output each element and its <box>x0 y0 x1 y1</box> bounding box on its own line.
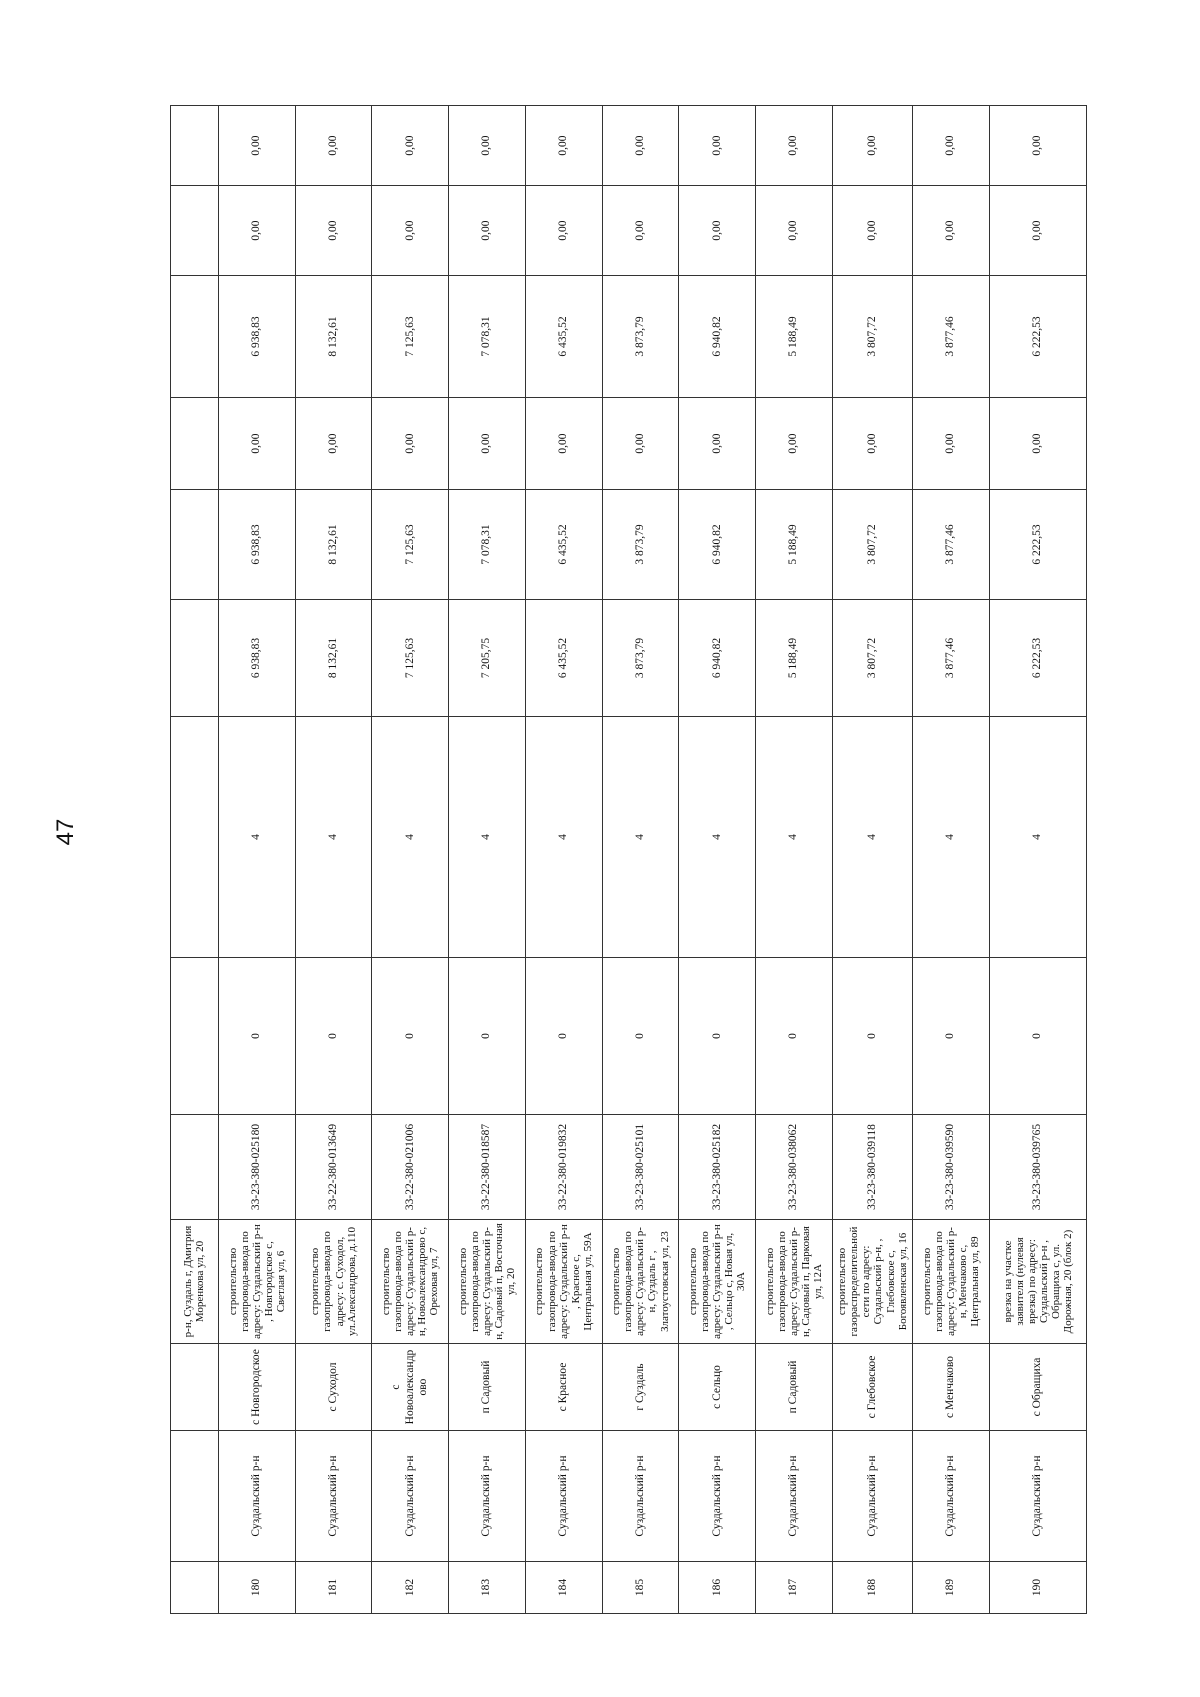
cell-amount-1: 5 188,49 <box>755 600 832 717</box>
cell-zero-value: 0 <box>295 958 372 1115</box>
cell-amount-2: 3 807,72 <box>832 490 913 600</box>
cell-amount-3: 0,00 <box>989 398 1086 490</box>
cell-row-number: 187 <box>755 1562 832 1614</box>
cell-amount-6: 0,00 <box>755 106 832 186</box>
cell-zero-value: 0 <box>449 958 526 1115</box>
cell-amount-4: 3 877,46 <box>913 276 990 398</box>
cell-amount-5: 0,00 <box>755 186 832 276</box>
cell-amount-6: 0,00 <box>913 106 990 186</box>
cell-amount-5: 0,00 <box>913 186 990 276</box>
cell-locality: п Садовый <box>755 1344 832 1431</box>
cell-amount-2: 5 188,49 <box>755 490 832 600</box>
cell-amount-4: 6 435,52 <box>525 276 602 398</box>
cell-cadastral-number: 33-23-380-039590 <box>913 1115 990 1220</box>
cell-four-value: 4 <box>602 717 679 958</box>
cell-amount-2: 6 435,52 <box>525 490 602 600</box>
cell-district: Суздальский р-н <box>755 1431 832 1562</box>
cell-district: Суздальский р-н <box>989 1431 1086 1562</box>
table-row <box>989 106 1086 1614</box>
cell-amount-3: 0,00 <box>295 398 372 490</box>
cell-amount-6: 0,00 <box>218 106 295 186</box>
cell-zero-value: 0 <box>832 958 913 1115</box>
cell-amount-4: 6 938,83 <box>218 276 295 398</box>
cell-row-number: 188 <box>832 1562 913 1614</box>
cell-four-value: 4 <box>449 717 526 958</box>
cell-four-value: 4 <box>989 717 1086 958</box>
table-row <box>755 106 832 1614</box>
cell-cadastral-number: 33-22-380-021006 <box>372 1115 449 1220</box>
cell-amount-1: 7 205,75 <box>449 600 526 717</box>
cell-empty <box>171 186 219 276</box>
cell-amount-5: 0,00 <box>218 186 295 276</box>
cell-amount-2: 8 132,61 <box>295 490 372 600</box>
cell-description: строительство газопровода-ввода по адресу: Суздальский р-н, Менчаково с, Центральная ул, 89 <box>913 1220 990 1344</box>
cell-row-number: 185 <box>602 1562 679 1614</box>
cell-district: Суздальский р-н <box>679 1431 756 1562</box>
cell-amount-4: 6 940,82 <box>679 276 756 398</box>
cell-district: Суздальский р-н <box>832 1431 913 1562</box>
cell-row-number: 186 <box>679 1562 756 1614</box>
cell-amount-6: 0,00 <box>679 106 756 186</box>
cell-amount-1: 6 940,82 <box>679 600 756 717</box>
table-row-continued <box>171 106 219 1614</box>
cell-description: строительство газопровода-ввода по адресу: Суздальский р-н, Садовый п, Восточная ул, 20 <box>449 1220 526 1344</box>
cell-amount-6: 0,00 <box>449 106 526 186</box>
cell-cadastral-number: 33-22-380-019832 <box>525 1115 602 1220</box>
cell-row-number: 180 <box>218 1562 295 1614</box>
cell-amount-2: 3 873,79 <box>602 490 679 600</box>
cell-amount-6: 0,00 <box>525 106 602 186</box>
cell-row-number: 183 <box>449 1562 526 1614</box>
cell-zero-value: 0 <box>218 958 295 1115</box>
cell-description: строительство газопровода-ввода по адресу: Суздальский р-н , Красное с, Центральная ул, 59А <box>525 1220 602 1344</box>
cell-amount-4: 7 125,63 <box>372 276 449 398</box>
cell-district: Суздальский р-н <box>449 1431 526 1562</box>
cell-description: строительство газопровода-ввода по адресу: Суздальский р-н , Новгородское с, Светлая ул, 6 <box>218 1220 295 1344</box>
cell-description: строительство газопровода-ввода по адресу: с. Суходол, ул.Александрова, д.110 <box>295 1220 372 1344</box>
cell-locality: г Суздаль <box>602 1344 679 1431</box>
cell-empty <box>171 717 219 958</box>
cell-zero-value: 0 <box>525 958 602 1115</box>
cell-four-value: 4 <box>755 717 832 958</box>
cell-amount-3: 0,00 <box>602 398 679 490</box>
cell-empty <box>171 490 219 600</box>
cell-amount-3: 0,00 <box>525 398 602 490</box>
cell-amount-4: 3 873,79 <box>602 276 679 398</box>
cell-description: строительство газопровода-ввода по адресу: Суздальский р-н, Садовый п, Парковая ул, 12А <box>755 1220 832 1344</box>
cell-four-value: 4 <box>372 717 449 958</box>
cell-cadastral-number: 33-22-380-013649 <box>295 1115 372 1220</box>
cell-description: строительство газораспределительной сети по адресу: Суздальский р-н, , Глебовское с, Богоявленская ул, 16 <box>832 1220 913 1344</box>
cell-num-empty <box>171 1562 219 1614</box>
cell-amount-2: 7 078,31 <box>449 490 526 600</box>
cell-district: Суздальский р-н <box>218 1431 295 1562</box>
registry-table <box>170 105 1087 1614</box>
cell-empty <box>171 600 219 717</box>
cell-cadastral-number: 33-23-380-039118 <box>832 1115 913 1220</box>
table-row <box>602 106 679 1614</box>
cell-amount-3: 0,00 <box>218 398 295 490</box>
cell-locality: с Обращиха <box>989 1344 1086 1431</box>
cell-amount-2: 3 877,46 <box>913 490 990 600</box>
cell-empty <box>171 958 219 1115</box>
cell-district: Суздальский р-н <box>525 1431 602 1562</box>
cell-locality: с Суходол <box>295 1344 372 1431</box>
cell-zero-value: 0 <box>679 958 756 1115</box>
cell-zero-value: 0 <box>989 958 1086 1115</box>
cell-amount-4: 3 807,72 <box>832 276 913 398</box>
cell-empty <box>171 106 219 186</box>
cell-description: строительство газопровода-ввода по адресу: Суздальский р-н, Новоалександрово с, Ореховая ул, 7 <box>372 1220 449 1344</box>
cell-amount-2: 7 125,63 <box>372 490 449 600</box>
table-row <box>913 106 990 1614</box>
cell-amount-5: 0,00 <box>525 186 602 276</box>
cell-zero-value: 0 <box>913 958 990 1115</box>
table-row <box>832 106 913 1614</box>
cell-empty <box>171 1115 219 1220</box>
cell-locality: с Красное <box>525 1344 602 1431</box>
cell-cadastral-number: 33-23-380-025101 <box>602 1115 679 1220</box>
cell-description: врезка на участке заявителя (нулевая врезка) по адресу: Суздальский р-н , Обращиха с, ул. Дорожная, 20 (блок 2) <box>989 1220 1086 1344</box>
cell-amount-2: 6 222,53 <box>989 490 1086 600</box>
cell-amount-1: 6 435,52 <box>525 600 602 717</box>
cell-amount-1: 7 125,63 <box>372 600 449 717</box>
cell-row-number: 184 <box>525 1562 602 1614</box>
cell-amount-1: 3 807,72 <box>832 600 913 717</box>
cell-zero-value: 0 <box>602 958 679 1115</box>
cell-amount-4: 6 222,53 <box>989 276 1086 398</box>
cell-four-value: 4 <box>913 717 990 958</box>
page-number: 47 <box>52 818 79 846</box>
cell-amount-6: 0,00 <box>832 106 913 186</box>
cell-amount-3: 0,00 <box>913 398 990 490</box>
cell-locality: с Менчаково <box>913 1344 990 1431</box>
cell-amount-4: 5 188,49 <box>755 276 832 398</box>
cell-amount-6: 0,00 <box>295 106 372 186</box>
cell-amount-3: 0,00 <box>755 398 832 490</box>
cell-amount-5: 0,00 <box>832 186 913 276</box>
cell-amount-5: 0,00 <box>989 186 1086 276</box>
cell-amount-1: 3 877,46 <box>913 600 990 717</box>
cell-locality: с Сельцо <box>679 1344 756 1431</box>
cell-cadastral-number: 33-23-380-038062 <box>755 1115 832 1220</box>
cell-cadastral-number: 33-23-380-025180 <box>218 1115 295 1220</box>
cell-district: Суздальский р-н <box>602 1431 679 1562</box>
cell-four-value: 4 <box>832 717 913 958</box>
cell-amount-5: 0,00 <box>602 186 679 276</box>
cell-four-value: 4 <box>295 717 372 958</box>
cell-empty <box>171 276 219 398</box>
table-row <box>525 106 602 1614</box>
cell-description: строительство газопровода-ввода по адресу: Суздальский р-н , Сельцо с, Новая ул, 30А <box>679 1220 756 1344</box>
cell-locality-empty <box>171 1344 219 1431</box>
cell-amount-4: 8 132,61 <box>295 276 372 398</box>
cell-amount-2: 6 938,83 <box>218 490 295 600</box>
cell-amount-3: 0,00 <box>372 398 449 490</box>
cell-four-value: 4 <box>525 717 602 958</box>
cell-locality: п Садовый <box>449 1344 526 1431</box>
cell-four-value: 4 <box>679 717 756 958</box>
cell-district: Суздальский р-н <box>295 1431 372 1562</box>
cell-amount-3: 0,00 <box>832 398 913 490</box>
cell-row-number: 181 <box>295 1562 372 1614</box>
cell-row-number: 189 <box>913 1562 990 1614</box>
cell-cadastral-number: 33-23-380-039765 <box>989 1115 1086 1220</box>
cell-amount-1: 8 132,61 <box>295 600 372 717</box>
cell-locality: с Новоалександрово <box>372 1344 449 1431</box>
cell-locality: с Новгородское <box>218 1344 295 1431</box>
cell-four-value: 4 <box>218 717 295 958</box>
cell-district: Суздальский р-н <box>372 1431 449 1562</box>
cell-district: Суздальский р-н <box>913 1431 990 1562</box>
rotated-table-wrapper <box>170 106 1087 1614</box>
cell-amount-5: 0,00 <box>372 186 449 276</box>
cell-amount-6: 0,00 <box>372 106 449 186</box>
cell-zero-value: 0 <box>372 958 449 1115</box>
cell-amount-5: 0,00 <box>449 186 526 276</box>
cell-amount-6: 0,00 <box>602 106 679 186</box>
cell-locality: с Глебовское <box>832 1344 913 1431</box>
cell-amount-3: 0,00 <box>679 398 756 490</box>
cell-amount-4: 7 078,31 <box>449 276 526 398</box>
cell-row-number: 190 <box>989 1562 1086 1614</box>
cell-amount-1: 6 222,53 <box>989 600 1086 717</box>
cell-district-empty <box>171 1431 219 1562</box>
table-row <box>449 106 526 1614</box>
cell-cadastral-number: 33-23-380-025182 <box>679 1115 756 1220</box>
cell-zero-value: 0 <box>755 958 832 1115</box>
cell-cadastral-number: 33-22-380-018587 <box>449 1115 526 1220</box>
cell-continued-address: р-н, Суздаль г, Дмитрия Моренкова ул, 20 <box>171 1220 219 1344</box>
cell-amount-1: 3 873,79 <box>602 600 679 717</box>
table-row <box>372 106 449 1614</box>
table-row <box>218 106 295 1614</box>
cell-amount-1: 6 938,83 <box>218 600 295 717</box>
table-body <box>171 106 1087 1614</box>
cell-amount-6: 0,00 <box>989 106 1086 186</box>
table-row <box>295 106 372 1614</box>
cell-description: строительство газопровода-ввода по адресу: Суздальский р-н, Суздаль г , Златоустовская ул, 23 <box>602 1220 679 1344</box>
cell-amount-2: 6 940,82 <box>679 490 756 600</box>
cell-amount-5: 0,00 <box>295 186 372 276</box>
table-row <box>679 106 756 1614</box>
cell-empty <box>171 398 219 490</box>
cell-amount-5: 0,00 <box>679 186 756 276</box>
cell-amount-3: 0,00 <box>449 398 526 490</box>
cell-row-number: 182 <box>372 1562 449 1614</box>
